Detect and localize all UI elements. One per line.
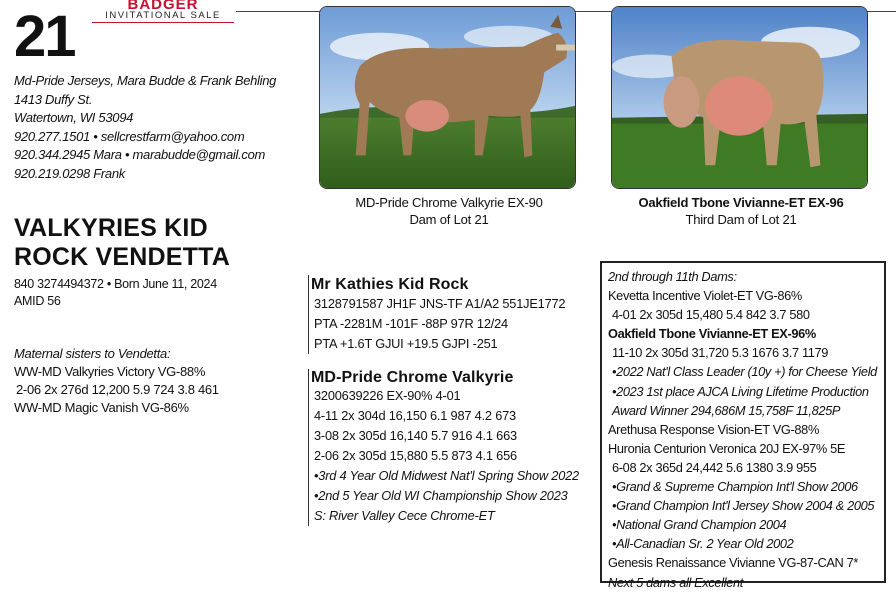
dam-name: MD-Pride Chrome Valkyrie	[311, 369, 514, 386]
maternal-sisters	[14, 345, 219, 417]
dams-box-line: Huronia Centurion Veronica 20J EX-97% 5E	[608, 440, 846, 456]
dams-box-line: Genesis Renaissance Vivianne VG-87-CAN 7*	[608, 555, 859, 571]
logo-subtitle: INVITATIONAL SALE	[92, 10, 234, 23]
sire-line: 3128791587 JH1F JNS-TF A1/A2 551JE1772	[314, 296, 566, 311]
consignor-city: Watertown, WI 53094	[14, 110, 134, 126]
animal-name-line-2: ROCK VENDETTA	[14, 243, 231, 271]
dams-box-line: Kevetta Incentive Violet-ET VG-86%	[608, 288, 802, 304]
dam-line: 4-11 2x 304d 16,150 6.1 987 4.2 673	[314, 408, 516, 423]
sisters-heading: Maternal sisters to Vendetta:	[14, 346, 171, 361]
dams-box-line: •All-Canadian Sr. 2 Year Old 2002	[612, 536, 794, 552]
consignor-info	[14, 72, 276, 184]
dam-photo	[319, 6, 576, 189]
dams-box-line: Next 5 dams all Excellent	[608, 574, 743, 590]
dams-box-line: 11-10 2x 305d 31,720 5.3 1676 3.7 1179	[612, 345, 829, 361]
dams-box-line: Oakfield Tbone Vivianne-ET EX-96%	[608, 326, 816, 342]
sister-line: WW-MD Valkyries Victory VG-88%	[14, 364, 206, 379]
dam-line: 3-08 2x 305d 16,140 5.7 916 4.1 663	[314, 428, 517, 443]
consignor-street: 1413 Duffy St.	[14, 91, 93, 107]
sire-name: Mr Kathies Kid Rock	[311, 276, 469, 293]
dams-box-line: •Grand & Supreme Champion Int'l Show 2006	[612, 479, 858, 495]
animal-id-info	[14, 276, 217, 310]
lot-number: 21	[14, 4, 75, 69]
animal-name-line-1: VALKYRIES KID	[14, 214, 208, 242]
sister-line: 2-06 2x 276d 12,200 5.9 724 3.8 461	[16, 382, 219, 397]
sire-block	[308, 275, 565, 354]
dams-box-line: •2022 Nat'l Class Leader (10y +) for Cheese Yield	[612, 364, 877, 380]
dams-box-line: •2023 1st place AJCA Living Lifetime Production	[612, 383, 869, 399]
logo-brand: BADGER	[127, 0, 199, 10]
dam-photo-image	[320, 7, 575, 188]
consignor-name: Md-Pride Jerseys, Mara Budde & Frank Behling	[14, 73, 277, 88]
dam-line: •2nd 5 Year Old WI Championship Show 2023	[314, 488, 568, 503]
animal-aaa: AMID 56	[14, 294, 61, 308]
third-dam-photo-image	[612, 7, 867, 188]
dam-line: 3200639226 EX-90% 4-01	[314, 388, 461, 403]
consignor-contact-3: 920.219.0298 Frank	[14, 165, 125, 181]
dams-box-line: •National Grand Champion 2004	[612, 517, 787, 533]
third-dam-photo-name: Oakfield Tbone Vivianne-ET EX-96	[638, 195, 844, 210]
dams-box-line: Award Winner 294,686M 15,758F 11,825P	[612, 402, 841, 418]
dam-photo-relation: Dam of Lot 21	[409, 212, 489, 227]
dam-line: 2-06 2x 305d 15,880 5.5 873 4.1 656	[314, 448, 517, 463]
dam-line: •3rd 4 Year Old Midwest Nat'l Spring Show 2022	[314, 468, 579, 483]
dams-box-line: 2nd through 11th Dams:	[608, 269, 737, 284]
badger-sale-logo	[92, 0, 234, 22]
dam-photo-name: MD-Pride Chrome Valkyrie EX-90	[355, 195, 543, 210]
third-dam-photo-caption	[611, 194, 871, 228]
third-dam-photo-relation: Third Dam of Lot 21	[685, 212, 797, 227]
dams-box-line: Arethusa Response Vision-ET VG-88%	[608, 421, 819, 437]
consignor-contact-2: 920.344.2945 Mara • marabudde@gmail.com	[14, 147, 266, 163]
sister-line: WW-MD Magic Vanish VG-86%	[14, 400, 189, 415]
dam-line: S: River Valley Cece Chrome-ET	[314, 508, 495, 523]
dams-box-line: 4-01 2x 305d 15,480 5.4 842 3.7 580	[612, 307, 810, 323]
consignor-contact-1: 920.277.1501 • sellcrestfarm@yahoo.com	[14, 128, 245, 144]
sire-line: PTA +1.6T GJUI +19.5 GJPI -251	[314, 336, 498, 351]
animal-registration: 840 3274494372 • Born June 11, 2024	[14, 277, 217, 291]
dams-box-line: •Grand Champion Int'l Jersey Show 2004 & 2005	[612, 498, 875, 514]
sire-line: PTA -2281M -101F -88P 97R 12/24	[314, 316, 508, 331]
dam-photo-caption	[319, 194, 579, 228]
dam-block	[308, 369, 579, 526]
dams-box	[600, 261, 886, 590]
third-dam-photo	[611, 6, 868, 189]
animal-name	[14, 214, 230, 272]
dams-box-line: 6-08 2x 365d 24,442 5.6 1380 3.9 955	[612, 459, 817, 475]
